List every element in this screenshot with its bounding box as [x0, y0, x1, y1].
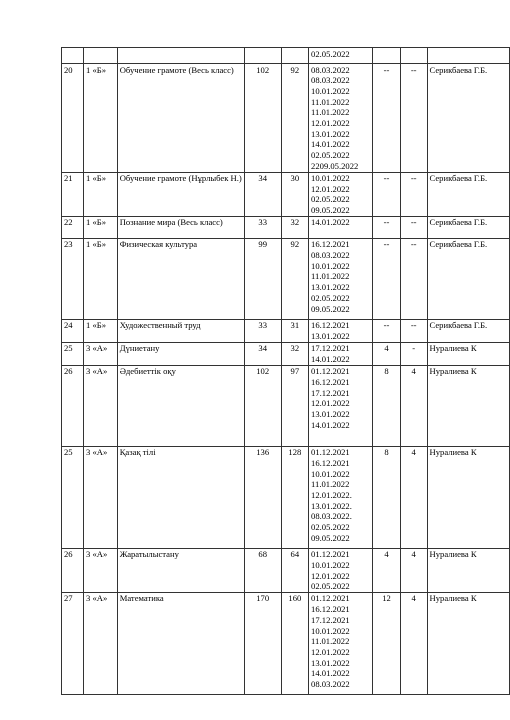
date-entry: 11.01.2022: [311, 479, 350, 490]
table-row: [62, 592, 510, 694]
actual-hours-cell: 97: [281, 365, 308, 446]
date-entry: 11.01.2022: [311, 107, 350, 118]
row-number-cell: 22: [62, 216, 84, 238]
date-entry: 16.12.2021: [311, 457, 350, 468]
actual-hours-cell: [281, 48, 308, 64]
actual-hours-cell: 92: [281, 64, 308, 173]
date-entry: 13.01.2022: [311, 408, 350, 419]
class-cell: 1 «Б»: [84, 319, 118, 342]
count-cell-1: 12: [373, 592, 401, 694]
count-cell-1: --: [373, 64, 401, 173]
count-cell-1: 4: [373, 548, 401, 592]
class-cell: 1 «Б»: [84, 216, 118, 238]
count-cell-1: --: [373, 238, 401, 319]
subject-cell: Әдебиеттік оқу: [117, 365, 244, 446]
date-entry: 13.01.2022: [311, 128, 350, 139]
count-cell-1: 4: [373, 342, 401, 365]
count-cell-1: 8: [373, 446, 401, 548]
teacher-cell: Нуралиева К: [427, 592, 509, 694]
date-entry: 14.01.2022: [311, 217, 350, 228]
row-number-cell: 23: [62, 238, 84, 319]
class-cell: 3 «А»: [84, 592, 118, 694]
table-row: [62, 446, 510, 548]
date-entry: 14.01.2022: [311, 668, 350, 679]
row-number-cell: 26: [62, 365, 84, 446]
date-entry: 02.05.2022: [311, 48, 350, 59]
planned-hours-cell: 102: [244, 64, 281, 173]
teacher-cell: Нуралиева К: [427, 342, 509, 365]
table-row: [62, 319, 510, 342]
count-cell-2: [400, 48, 427, 64]
date-entry: 09.05.2022: [311, 205, 350, 216]
subject-cell: Физическая культура: [117, 238, 244, 319]
class-cell: 1 «Б»: [84, 64, 118, 173]
table-body: [62, 48, 510, 695]
date-entry: 16.12.2021: [311, 376, 350, 387]
class-cell: 3 «А»: [84, 342, 118, 365]
date-entry: 12.01.2022: [311, 118, 350, 129]
dates-cell: [309, 216, 373, 238]
date-entry: 08.03.2022: [311, 250, 350, 261]
date-entry: 02.05.2022: [311, 292, 350, 303]
count-cell-2: --: [400, 238, 427, 319]
teacher-cell: [427, 48, 509, 64]
dates-cell: [309, 319, 373, 342]
date-entry: 08.03.2022: [311, 75, 350, 86]
subject-cell: Қазақ тілі: [117, 446, 244, 548]
class-cell: 3 «А»: [84, 446, 118, 548]
subject-cell: [117, 48, 244, 64]
count-cell-2: --: [400, 216, 427, 238]
planned-hours-cell: 170: [244, 592, 281, 694]
date-entry: 12.01.2022: [311, 398, 350, 409]
date-entry: 10.01.2022: [311, 173, 350, 184]
class-cell: 3 «А»: [84, 365, 118, 446]
lesson-table: [61, 47, 510, 695]
date-entry: 02.05.2022: [311, 150, 350, 161]
actual-hours-cell: 32: [281, 216, 308, 238]
class-cell: 1 «Б»: [84, 172, 118, 216]
count-cell-2: --: [400, 172, 427, 216]
dates-cell: [309, 342, 373, 365]
date-entry: 17.12.2021: [311, 614, 350, 625]
date-entry: 01.12.2021: [311, 447, 350, 458]
date-entry: 02.05.2022: [311, 522, 350, 533]
dates-cell: [309, 592, 373, 694]
count-cell-1: --: [373, 172, 401, 216]
class-cell: 1 «Б»: [84, 238, 118, 319]
dates-cell: [309, 238, 373, 319]
teacher-cell: Серикбаева Г.Б.: [427, 216, 509, 238]
subject-cell: Художественный труд: [117, 319, 244, 342]
dates-cell: [309, 365, 373, 446]
count-cell-2: --: [400, 319, 427, 342]
teacher-cell: Серикбаева Г.Б.: [427, 319, 509, 342]
date-entry: 09.05.2022: [311, 532, 350, 543]
date-entry: 13.01.2022: [311, 657, 350, 668]
count-cell-1: 8: [373, 365, 401, 446]
date-entry: 12.01.2022: [311, 646, 350, 657]
planned-hours-cell: [244, 48, 281, 64]
planned-hours-cell: 33: [244, 319, 281, 342]
date-entry: 17.12.2021: [311, 343, 350, 354]
date-entry: 10.01.2022: [311, 468, 350, 479]
teacher-cell: Серикбаева Г.Б.: [427, 64, 509, 173]
teacher-cell: Серикбаева Г.Б.: [427, 238, 509, 319]
subject-cell: Обучение грамоте (Нұрлыбек Н.): [117, 172, 244, 216]
date-entry: 11.01.2022: [311, 271, 350, 282]
date-entry: 14.01.2022: [311, 139, 350, 150]
date-entry: 12.01.2022: [311, 183, 350, 194]
table-row: [62, 216, 510, 238]
date-entry: 13.01.2022: [311, 331, 350, 342]
actual-hours-cell: 32: [281, 342, 308, 365]
table-row: [62, 548, 510, 592]
planned-hours-cell: 136: [244, 446, 281, 548]
row-number-cell: [62, 48, 84, 64]
planned-hours-cell: 68: [244, 548, 281, 592]
planned-hours-cell: 34: [244, 172, 281, 216]
date-entry: 10.01.2022: [311, 559, 350, 570]
row-number-cell: 20: [62, 64, 84, 173]
date-entry: 2209.05.2022: [311, 160, 359, 171]
planned-hours-cell: 34: [244, 342, 281, 365]
count-cell-2: 4: [400, 592, 427, 694]
row-number-cell: 21: [62, 172, 84, 216]
class-cell: [84, 48, 118, 64]
planned-hours-cell: 33: [244, 216, 281, 238]
subject-cell: Познание мира (Весь класс): [117, 216, 244, 238]
dates-cell: [309, 64, 373, 173]
subject-cell: Жаратылыстану: [117, 548, 244, 592]
date-entry: 14.01.2022: [311, 419, 350, 430]
date-entry: 10.01.2022: [311, 85, 350, 96]
actual-hours-cell: 92: [281, 238, 308, 319]
count-cell-2: -: [400, 342, 427, 365]
count-cell-2: 4: [400, 446, 427, 548]
date-entry: 16.12.2021: [311, 320, 350, 331]
date-entry: 02.05.2022: [311, 581, 350, 592]
dates-cell: [309, 548, 373, 592]
dates-cell: [309, 172, 373, 216]
count-cell-1: [373, 48, 401, 64]
actual-hours-cell: 31: [281, 319, 308, 342]
date-entry: 08.03.2022.: [311, 511, 352, 522]
dates-cell: [309, 446, 373, 548]
count-cell-2: 4: [400, 365, 427, 446]
date-entry: 11.01.2022: [311, 96, 350, 107]
subject-cell: Дүниетану: [117, 342, 244, 365]
date-entry: 01.12.2021: [311, 549, 350, 560]
actual-hours-cell: 128: [281, 446, 308, 548]
date-entry: 10.01.2022: [311, 625, 350, 636]
row-number-cell: 25: [62, 342, 84, 365]
dates-cell: [309, 48, 373, 64]
date-entry: 01.12.2021: [311, 593, 350, 604]
actual-hours-cell: 64: [281, 548, 308, 592]
teacher-cell: Серикбаева Г.Б.: [427, 172, 509, 216]
count-cell-1: --: [373, 216, 401, 238]
table-row: [62, 365, 510, 446]
row-number-cell: 27: [62, 592, 84, 694]
date-entry: 01.12.2021: [311, 366, 350, 377]
planned-hours-cell: 99: [244, 238, 281, 319]
date-entry: 16.12.2021: [311, 604, 350, 615]
date-entry: 17.12.2021: [311, 387, 350, 398]
teacher-cell: Нуралиева К: [427, 548, 509, 592]
count-cell-2: 4: [400, 548, 427, 592]
count-cell-2: --: [400, 64, 427, 173]
subject-cell: Обучение грамоте (Весь класс): [117, 64, 244, 173]
table-row: [62, 238, 510, 319]
date-entry: 08.03.2022: [311, 679, 350, 690]
table-row: [62, 48, 510, 64]
date-entry: 02.05.2022: [311, 194, 350, 205]
count-cell-1: --: [373, 319, 401, 342]
date-entry: 14.01.2022: [311, 353, 350, 364]
teacher-cell: Нуралиева К: [427, 446, 509, 548]
date-entry: 09.05.2022: [311, 303, 350, 314]
date-entry: 13.01.2022: [311, 282, 350, 293]
row-number-cell: 24: [62, 319, 84, 342]
date-entry: 08.03.2022: [311, 64, 350, 75]
planned-hours-cell: 102: [244, 365, 281, 446]
row-number-cell: 26: [62, 548, 84, 592]
table-row: [62, 64, 510, 173]
actual-hours-cell: 30: [281, 172, 308, 216]
date-entry: 13.01.2022.: [311, 500, 352, 511]
actual-hours-cell: 160: [281, 592, 308, 694]
row-number-cell: 25: [62, 446, 84, 548]
table-row: [62, 172, 510, 216]
date-entry: 10.01.2022: [311, 260, 350, 271]
date-entry: 11.01.2022: [311, 636, 350, 647]
class-cell: 3 «А»: [84, 548, 118, 592]
subject-cell: Математика: [117, 592, 244, 694]
date-entry: 12.01.2022: [311, 570, 350, 581]
date-entry: 16.12.2021: [311, 239, 350, 250]
date-entry: 12.01.2022.: [311, 489, 352, 500]
table-row: [62, 342, 510, 365]
teacher-cell: Нуралиева К: [427, 365, 509, 446]
